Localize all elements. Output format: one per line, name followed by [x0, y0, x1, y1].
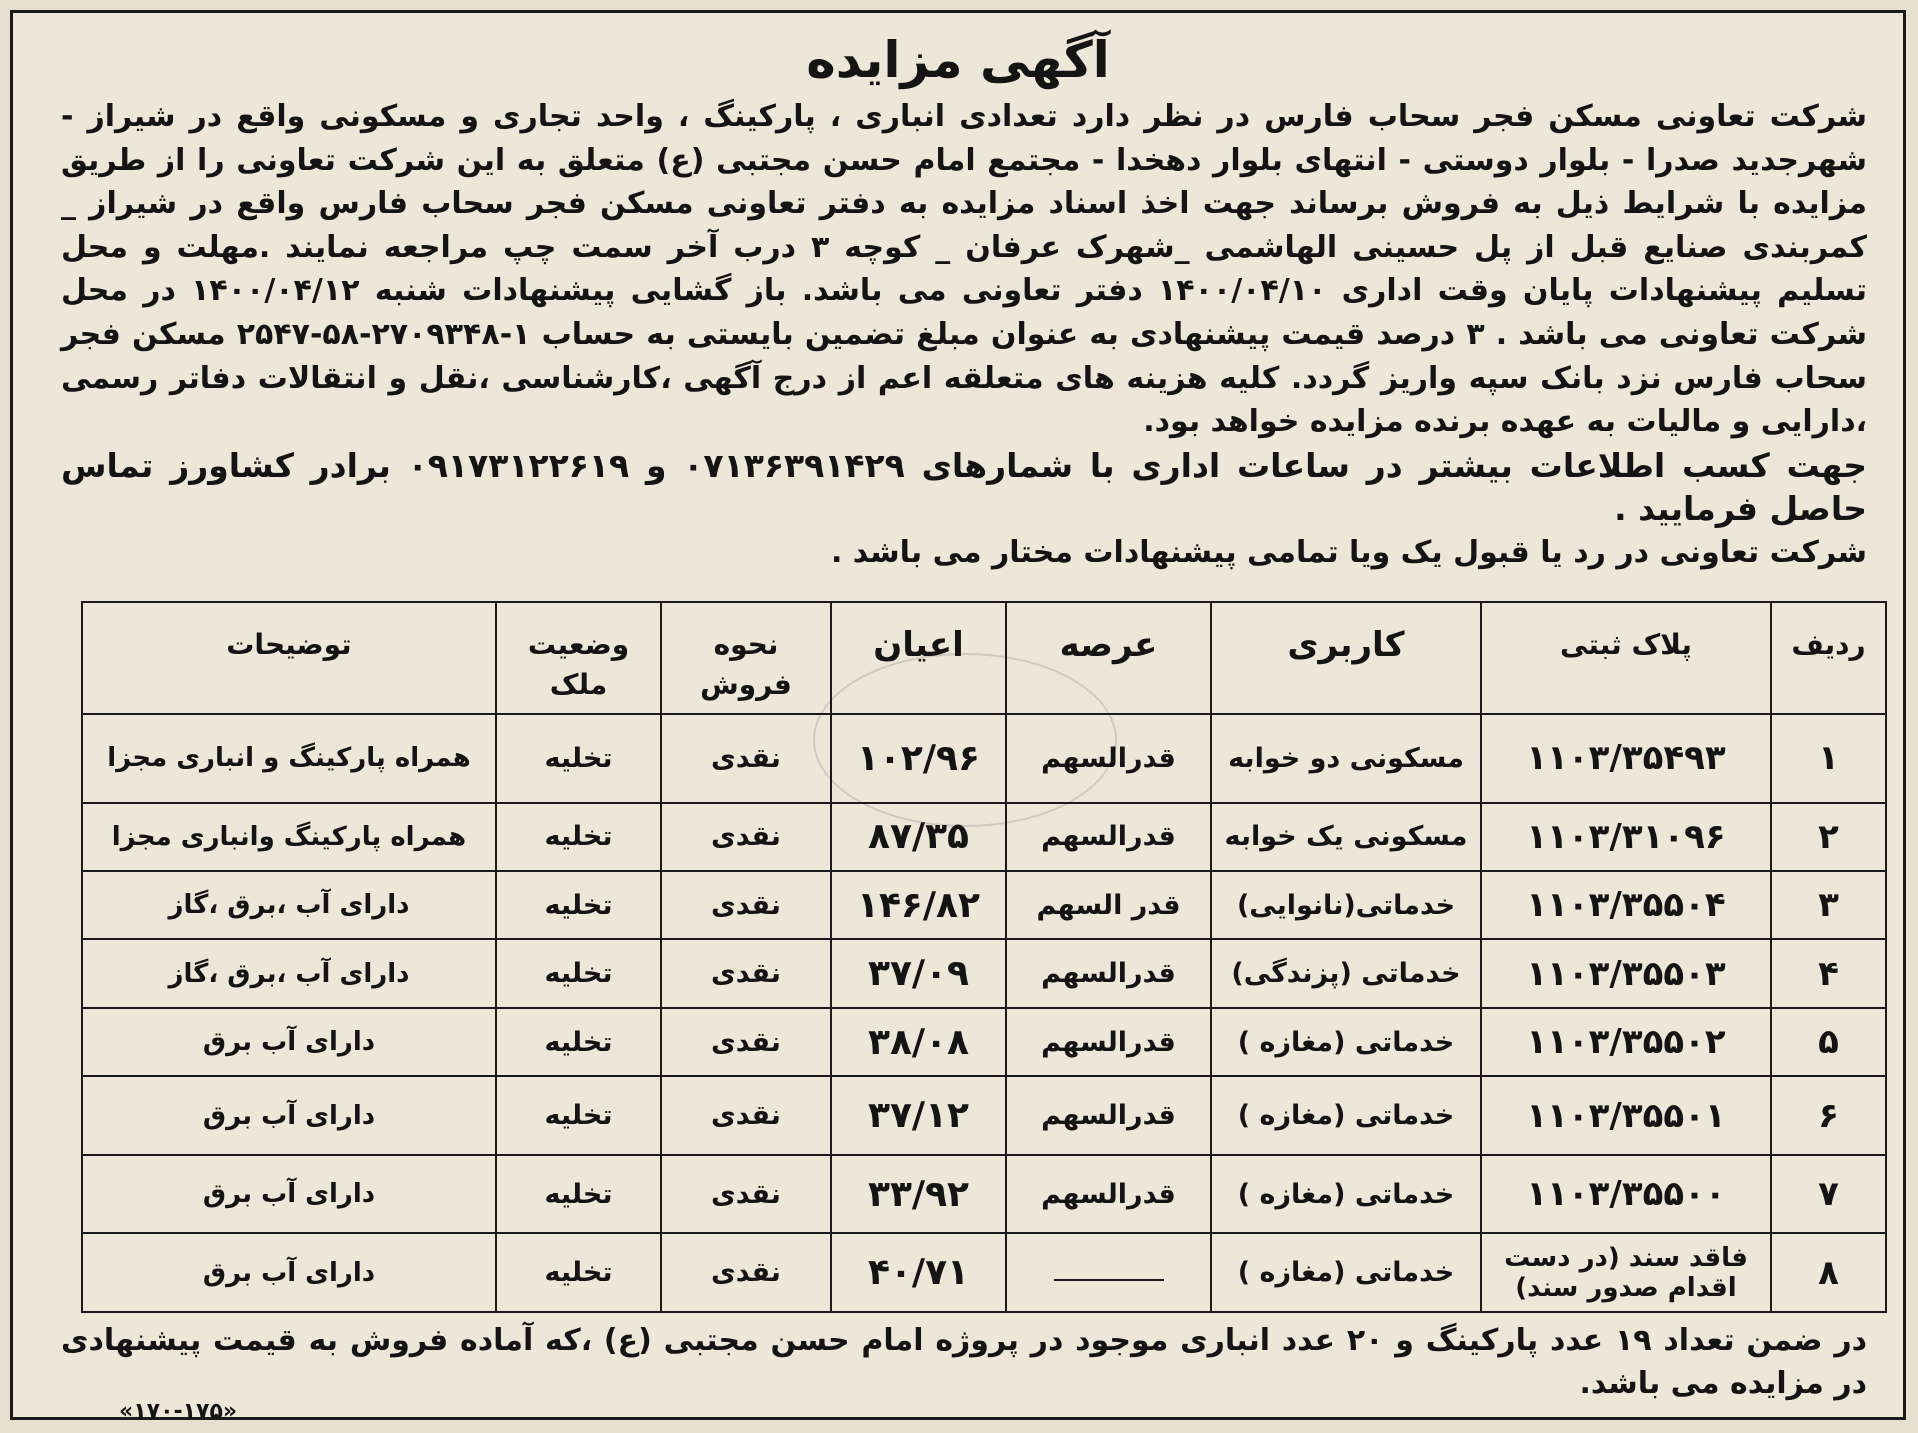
cell-notes: دارای آب برق [82, 1233, 496, 1312]
cell-notes: دارای آب برق [82, 1076, 496, 1155]
cell-status: تخلیه [496, 1233, 661, 1312]
rights-line: شرکت تعاونی در رد یا قبول یک ویا تمامی پیشنهادات مختار می باشد . [830, 534, 1867, 570]
empty-dash [1054, 1279, 1164, 1281]
table-row [82, 939, 1886, 1007]
cell-plate: ۱۱۰۳/۳۵۵۰۱ [1481, 1076, 1771, 1155]
cell-row-number: ۱ [1771, 714, 1886, 803]
header-notes: توضیحات [82, 602, 496, 714]
cell-land: قدرالسهم [1006, 1008, 1211, 1076]
table-row [82, 871, 1886, 939]
header-row-number: ردیف [1771, 602, 1886, 714]
table-row [82, 1233, 1886, 1312]
header-building: اعیان [831, 602, 1006, 714]
cell-building: ۳۸/۰۸ [831, 1008, 1006, 1076]
table-row [82, 714, 1886, 803]
cell-sale-method: نقدی [661, 714, 831, 803]
cell-usage: خدماتی (مغازه ) [1211, 1155, 1481, 1234]
cell-building: ۳۷/۰۹ [831, 939, 1006, 1007]
cell-land: قدرالسهم [1006, 1155, 1211, 1234]
cell-sale-method: نقدی [661, 1008, 831, 1076]
cell-land: قدرالسهم [1006, 714, 1211, 803]
cell-usage: خدماتی (مغازه ) [1211, 1233, 1481, 1312]
cell-notes: همراه پارکینگ وانباری مجزا [82, 803, 496, 871]
cell-row-number: ۷ [1771, 1155, 1886, 1234]
cell-status: تخلیه [496, 871, 661, 939]
cell-plate: ۱۱۰۳/۳۵۴۹۳ [1481, 714, 1771, 803]
cell-row-number: ۲ [1771, 803, 1886, 871]
cell-building: ۱۰۲/۹۶ [831, 714, 1006, 803]
cell-notes: دارای آب برق [82, 1008, 496, 1076]
header-land: عرصه [1006, 602, 1211, 714]
cell-plate: ۱۱۰۳/۳۵۵۰۰ [1481, 1155, 1771, 1234]
table-row [82, 1008, 1886, 1076]
cell-building: ۸۷/۳۵ [831, 803, 1006, 871]
reference-code: «۱۷۰-۱۷۵» [119, 1399, 238, 1424]
table-row [82, 1155, 1886, 1234]
cell-row-number: ۳ [1771, 871, 1886, 939]
cell-sale-method: نقدی [661, 871, 831, 939]
cell-plate: ۱۱۰۳/۳۵۵۰۳ [1481, 939, 1771, 1007]
header-property-status: وضعیت ملک [496, 602, 661, 714]
cell-status: تخلیه [496, 803, 661, 871]
cell-building: ۳۳/۹۲ [831, 1155, 1006, 1234]
cell-status: تخلیه [496, 939, 661, 1007]
contact-line: جهت کسب اطلاعات بیشتر در ساعات اداری با شمارهای ۰۷۱۳۶۳۹۱۴۲۹ و ۰۹۱۷۳۱۲۲۶۱۹ برادر کشاورز تماس حاصل فرمایید . [61, 445, 1867, 529]
header-plate: پلاک ثبتی [1481, 602, 1771, 714]
cell-sale-method: نقدی [661, 1155, 831, 1234]
cell-sale-method: نقدی [661, 1233, 831, 1312]
cell-plate: ۱۱۰۳/۳۵۵۰۴ [1481, 871, 1771, 939]
cell-usage: خدماتی(نانوایی) [1211, 871, 1481, 939]
cell-status: تخلیه [496, 714, 661, 803]
table-header-row [82, 602, 1886, 714]
cell-usage: مسکونی یک خوابه [1211, 803, 1481, 871]
cell-usage: خدماتی (مغازه ) [1211, 1008, 1481, 1076]
cell-usage: مسکونی دو خوابه [1211, 714, 1481, 803]
cell-usage: خدماتی (پزندگی) [1211, 939, 1481, 1007]
cell-land [1006, 1233, 1211, 1312]
cell-sale-method: نقدی [661, 803, 831, 871]
cell-row-number: ۶ [1771, 1076, 1886, 1155]
properties-table [81, 601, 1887, 1313]
header-sale-method: نحوه فروش [661, 602, 831, 714]
auction-notice [10, 10, 1906, 1424]
cell-sale-method: نقدی [661, 939, 831, 1007]
cell-plate: فاقد سند (در دست اقدام صدور سند) [1481, 1233, 1771, 1312]
cell-row-number: ۵ [1771, 1008, 1886, 1076]
cell-notes: دارای آب ،برق ،گاز [82, 871, 496, 939]
cell-row-number: ۸ [1771, 1233, 1886, 1312]
header-usage: کاربری [1211, 602, 1481, 714]
cell-usage: خدماتی (مغازه ) [1211, 1076, 1481, 1155]
cell-land: قدرالسهم [1006, 1076, 1211, 1155]
cell-building: ۱۴۶/۸۲ [831, 871, 1006, 939]
notice-body [61, 95, 1867, 575]
cell-land: قدر السهم [1006, 871, 1211, 939]
table-row [82, 803, 1886, 871]
cell-notes: همراه پارکینگ و انباری مجزا [82, 714, 496, 803]
cell-notes: دارای آب ،برق ،گاز [82, 939, 496, 1007]
cell-plate: ۱۱۰۳/۳۵۵۰۲ [1481, 1008, 1771, 1076]
cell-sale-method: نقدی [661, 1076, 831, 1155]
footer-note: در ضمن تعداد ۱۹ عدد پارکینگ و ۲۰ عدد انباری موجود در پروژه امام حسن مجتبی (ع) ،که آماده فروش به قیمت پیشنهادی در مزایده می باشد. [61, 1323, 1867, 1401]
cell-status: تخلیه [496, 1076, 661, 1155]
cell-plate: ۱۱۰۳/۳۱۰۹۶ [1481, 803, 1771, 871]
cell-land: قدرالسهم [1006, 803, 1211, 871]
cell-status: تخلیه [496, 1155, 661, 1234]
cell-status: تخلیه [496, 1008, 661, 1076]
cell-notes: دارای آب برق [82, 1155, 496, 1234]
table-row [82, 1076, 1886, 1155]
notice-paragraph: شرکت تعاونی مسکن فجر سحاب فارس در نظر دارد تعدادی انباری ، پارکینگ ، واحد تجاری و مسکونی واقع در شیراز - شهرجدید صدرا - بلوار دوستی - انتهای بلوار دهخدا - مجتمع امام حسن مجتبی (ع) متعلق به این شرکت تعاونی را از طریق مزایده با شرایط ذیل به فروش برساند جهت اخذ اسناد مزایده به دفتر تعاونی مسکن فجر سحاب فارس واقع در شیراز _ کمربندی صنایع قبل از پل حسینی الهاشمی _شهرک عرفان _ کوچه ۳ درب آخر سمت چپ مراجعه نمایند .مهلت و محل تسلیم پیشنهادات پایان وقت اداری ۱۴۰۰/۰۴/۱۰ دفتر تعاونی می باشد. باز گشایی پیشنهادات شنبه ۱۴۰۰/۰۴/۱۲ در محل شرکت تعاونی می باشد . ۳ درصد قیمت پیشنهادی به عنوان مبلغ تضمین بایستی به حساب ۱-۲۷۰۹۳۴۸-۵۸-۲۵۴۷ مسکن فجر سحاب فارس نزد بانک سپه واریز گردد. کلیه هزینه های متعلقه اعم از درج آگهی ،کارشناسی ،نقل و انتقالات دفاتر رسمی ،دارایی و مالیات به عهده برنده مزایده خواهد بود. [61, 99, 1868, 440]
cell-row-number: ۴ [1771, 939, 1886, 1007]
cell-building: ۴۰/۷۱ [831, 1233, 1006, 1312]
cell-land: قدرالسهم [1006, 939, 1211, 1007]
cell-building: ۳۷/۱۲ [831, 1076, 1006, 1155]
notice-title: آگهی مزایده [806, 31, 1110, 89]
